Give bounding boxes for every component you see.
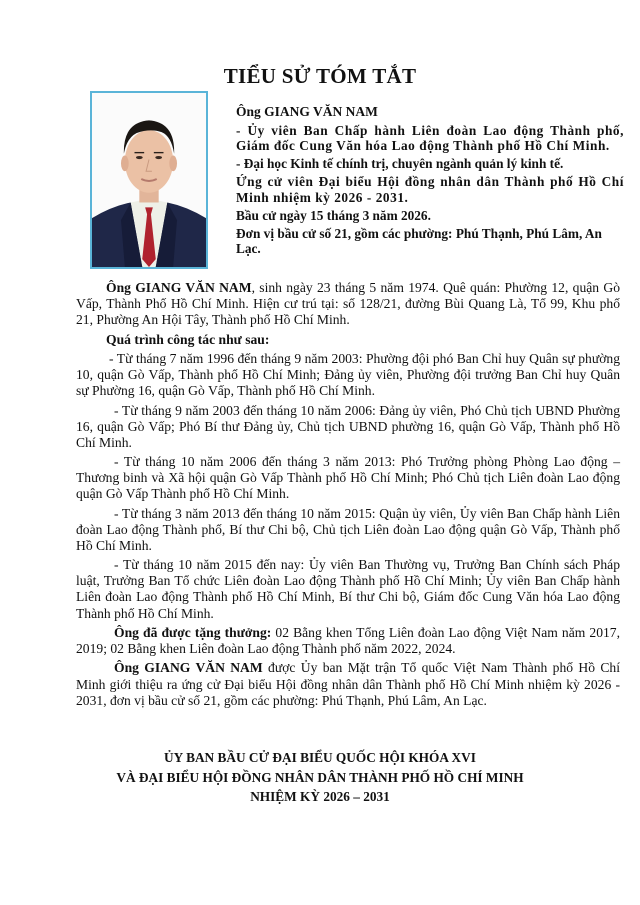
nomination	[76, 660, 620, 708]
candidate-candidacy: Ứng cử viên Đại biểu Hội đồng nhân dân Thành phố Hồ Chí Minh nhiệm kỳ 2026 - 2031.	[236, 174, 624, 205]
candidate-summary	[236, 104, 624, 259]
candidate-name: Ông GIANG VĂN NAM	[236, 104, 378, 119]
bio-intro-text: , sinh ngày 23 tháng 5 năm 1974. Quê quán: Phường 12, quận Gò Vấp, Thành Phố Hồ Chí Minh. Hiện cư trú tại: số 128/21, đường Bùi Quang Là, Tổ 99, Khu phố 21, Phường An Hội Tây, Thành phố Hồ Chí Minh.	[76, 280, 620, 328]
career-heading-label: Quá trình công tác như sau:	[106, 331, 270, 347]
nomination-text: được Ủy ban Mặt trận Tổ quốc Việt Nam Thành phố Hồ Chí Minh giới thiệu ra ứng cử Đại biểu Hội đồng nhân dân Thành phố Hồ Chí Minh nhiệm kỳ 2026 - 2031, đơn vị bầu cử số 21, gồm các phường: Phú Thạnh, Phú Lâm, An Lạc.	[76, 660, 620, 708]
bio-intro	[76, 280, 620, 328]
career-entry: - Từ tháng 9 năm 2003 đến tháng 10 năm 2006: Đảng ủy viên, Phó Chủ tịch UBND Phường 16, quận Gò Vấp; Phó Bí thư Đảng ủy, Chủ tịch UBND phường 16, quận Gò Vấp, Thành phố Hồ Chí Minh.	[76, 402, 620, 450]
nomination-name: Ông GIANG VĂN NAM	[114, 660, 263, 676]
career-entry: - Từ tháng 7 năm 1996 đến tháng 9 năm 2003: Phường đội phó Ban Chỉ huy Quân sự phường 10, quận Gò Vấp, Thành phố Hồ Chí Minh; Đảng ủy viên, Phường đội trưởng Ban Chỉ huy Quân sự Phường 16, quận Gò Vấp, Thành phố Hồ Chí Minh.	[76, 350, 620, 399]
career-heading	[76, 332, 620, 348]
career-entry: - Từ tháng 10 năm 2015 đến nay: Ủy viên Ban Thường vụ, Trưởng Ban Chính sách Pháp luật, Trưởng Ban Tổ chức Liên đoàn Lao động Thành phố Hồ Chí Minh; Ủy viên Ban Chấp hành Liên đoàn Lao động Thành phố Hồ Chí Minh, Bí thư Chi bộ, Giám đốc Cung Văn hóa Lao động Thành phố Hồ Chí Minh.	[76, 557, 620, 621]
portrait-image	[92, 93, 206, 267]
bio-intro-name: Ông GIANG VĂN NAM	[106, 280, 252, 295]
candidate-photo	[90, 91, 208, 269]
footer-line-2: VÀ ĐẠI BIỂU HỘI ĐỒNG NHÂN DÂN THÀNH PHỐ HỒ CHÍ MINH	[116, 769, 524, 785]
election-date: Bầu cử ngày 15 tháng 3 năm 2026.	[236, 207, 431, 223]
awards-label: Ông đã được tặng thưởng:	[114, 624, 272, 640]
issuing-committee	[0, 748, 640, 807]
career-entry: - Từ tháng 10 năm 2006 đến tháng 3 năm 2013: Phó Trưởng phòng Phòng Lao động – Thương binh và Xã hội quận Gò Vấp Thành phố Hồ Chí Minh; Phó Chủ tịch Liên đoàn Lao động quận Gò Vấp Thành phố Hồ Chí Minh.	[76, 454, 620, 502]
footer-line-3: NHIỆM KỲ 2026 – 2031	[250, 789, 390, 805]
candidate-position: - Ủy viên Ban Chấp hành Liên đoàn Lao động Thành phố, Giám đốc Cung Văn hóa Lao động Thành phố Hồ Chí Minh.	[236, 122, 624, 154]
career-entry: - Từ tháng 3 năm 2013 đến tháng 10 năm 2015: Quận ủy viên, Ủy viên Ban Chấp hành Liên đoàn Lao động Thành phố, Bí thư Chi bộ, Chủ tịch Liên đoàn Lao động quận Gò Vấp, Thành phố Hồ Chí Minh.	[76, 505, 620, 553]
candidate-education: - Đại học Kinh tế chính trị, chuyên ngành quản lý kinh tế.	[236, 156, 564, 172]
biography	[76, 280, 620, 712]
constituency: Đơn vị bầu cử số 21, gồm các phường: Phú Thạnh, Phú Lâm, An Lạc.	[236, 225, 602, 257]
awards-text: 02 Bằng khen Tổng Liên đoàn Lao động Việt Nam năm 2017, 2019; 02 Bằng khen Liên đoàn Lao động Thành phố năm 2022, 2024.	[76, 624, 621, 657]
awards	[76, 625, 620, 657]
document-title: TIỂU SỬ TÓM TẮT	[223, 64, 417, 88]
footer-line-1: ỦY BAN BẦU CỬ ĐẠI BIỂU QUỐC HỘI KHÓA XVI	[164, 750, 476, 765]
